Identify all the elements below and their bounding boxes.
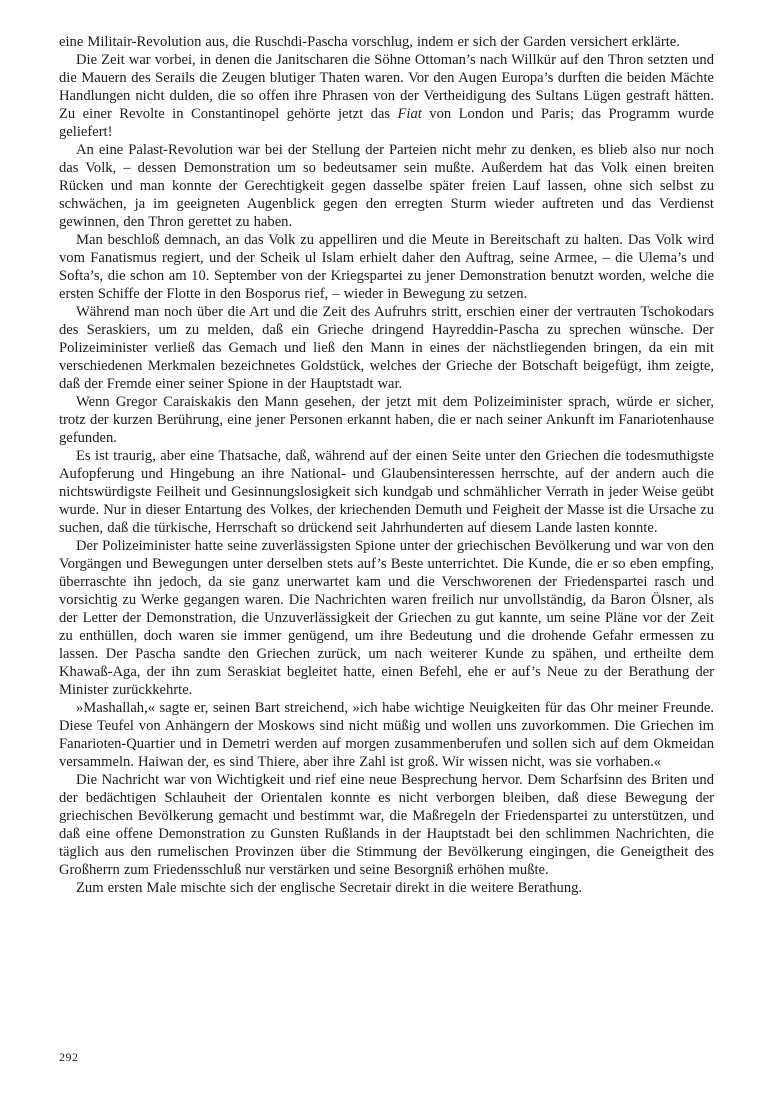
paragraph [59, 303, 714, 393]
paragraph [59, 879, 714, 897]
paragraph [59, 231, 714, 303]
body-text [59, 33, 714, 897]
text-run: An eine Palast-Revolution war bei der Stellung der Parteien nicht mehr zu denken, es blieb also nur noch das Volk, – dessen Demonstration um so bedeutsamer sein mußte. Außerdem hat das Volk einen breiten Rücken und man konnte der Gerechtigkeit gegen dasselbe später freien Lauf lassen, ohne sich selbst zu schwächen, ja im geeigneten Augenblick gegen den erregten Sturm wieder auftreten und das Verdienst gewinnen, den Thron gerettet zu haben. [59, 142, 714, 230]
paragraph [59, 537, 714, 699]
paragraph [59, 699, 714, 771]
paragraph [59, 51, 714, 141]
paragraph [59, 393, 714, 447]
text-run: Wenn Gregor Caraiskakis den Mann gesehen, der jetzt mit dem Polizeiminister sprach, würde er sicher, trotz der kurzen Berührung, eine jener Personen erkannt haben, die er nach seiner Ankunft im Fanariotenhause gefunden. [59, 394, 714, 446]
text-run: Man beschloß demnach, an das Volk zu appelliren und die Meute in Bereitschaft zu halten. Das Volk wird vom Fanatismus regiert, und der Scheik ul Islam erhielt daher den Auftrag, seine Armee, – die Ulema’s und Softa’s, die schon am 10. September von der Kriegspartei zu jener Demonstration benutzt worden, welche die ersten Schiffe der Flotte in den Bosporus rief, – wieder in Bewegung zu setzen. [59, 232, 714, 302]
text-run: eine Militair-Revolution aus, die Ruschdi-Pascha vorschlug, indem er sich der Garden versichert erklärte. [59, 34, 680, 50]
text-run: Zum ersten Male mischte sich der englische Secretair direkt in die weitere Berathung. [76, 880, 583, 896]
page-number: 292 [59, 1050, 79, 1064]
italic-text-run: Fiat [397, 106, 422, 122]
paragraph [59, 141, 714, 231]
text-run: von London und Paris; das Programm wurde geliefert! [59, 106, 714, 140]
text-run: Der Polizeiminister hatte seine zuverlässigsten Spione unter der griechischen Bevölkerung und war von den Vorgängen und Bewegungen unter derselben stets auf’s Beste unterrichtet. Die Kunde, die er so eben empfing, überraschte ihn jedoch, da sie ganz unerwartet kam und die Verschworenen der Friedenspartei rasch und vorsichtig zu Werke gegangen waren. Die Nachrichten waren freilich nur unvollständig, da Baron Ölsner, als der Letter der Demonstration, die Unzuverlässigkeit der Griechen zu gut kannte, um seine Pläne vor der Zeit zu enthüllen, doch waren sie immer genügend, um ihre Bedeutung und die drohende Gefahr ermessen zu lassen. Der Pascha sandte den Griechen zurück, um nach weiterer Kunde zu spähen, und ertheilte dem Khawaß-Aga, der ihn zum Seraskiat begleitet hatte, einen Befehl, ehe er auf’s Neue zu der Berathung der Minister zurückkehrte. [59, 538, 714, 698]
paragraph [59, 33, 714, 51]
text-run: Die Zeit war vorbei, in denen die Janitscharen die Söhne Ottoman’s nach Willkür auf den Thron setzten und die Mauern des Serails die Zeugen blutiger Thaten waren. Vor den Augen Europa’s durften die beiden Mächte Handlungen nicht dulden, die so offen ihre Phrasen von der Vertheidigung des Sultans Lügen gestraft hätten. Zu einer Revolte in Constantinopel gehörte jetzt das [59, 52, 714, 122]
paragraph [59, 447, 714, 537]
text-run: Die Nachricht war von Wichtigkeit und rief eine neue Besprechung hervor. Dem Scharfsinn des Briten und der bedächtigen Schlauheit der Orientalen konnte es nicht verborgen bleiben, daß diese Bewegung der griechischen Bevölkerung gemacht und bestimmt war, die Maßregeln der Friedenspartei zu unterstützen, und daß eine offene Demonstration zu Gunsten Rußlands in der Hauptstadt bei den schlimmen Nachrichten, die täglich aus den rumelischen Provinzen über die Stimmung der Bevölkerung eingingen, die Geneigtheit des Großherrn zum Friedensschluß nur verstärken und seine Besorgniß erhöhen mußte. [59, 772, 714, 878]
text-run: Während man noch über die Art und die Zeit des Aufruhrs stritt, erschien einer der vertrauten Tschokodars des Seraskiers, um zu melden, daß ein Grieche dringend Hayreddin-Pascha zu sprechen wünsche. Der Polizeiminister verließ das Gemach und ließ den Mann in eines der nächstliegenden bringen, da ein mit verschiedenen Merkmalen bezeichnetes Goldstück, welches der Grieche der Botschaft beigefügt, ihm zeigte, daß der Fremde einer seiner Spione in der Hauptstadt war. [59, 304, 714, 392]
text-run: Es ist traurig, aber eine Thatsache, daß, während auf der einen Seite unter den Griechen die todesmuthigste Aufopferung und Hingebung an ihre National- und Glaubensinteressen herrschte, auf der andern auch die nichtswürdigste Feilheit und Gesinnungslosigkeit sich kundgab und schmählicher Verrath in jeder Weise geübt wurde. Nur in dieser Entartung des Volkes, der kriechenden Demuth und Feigheit der Masse ist die Ursache zu suchen, daß die türkische, Herrschaft so drückend seit Jahrhunderten auf diesem Lande lasten konnte. [59, 448, 714, 536]
paragraph [59, 771, 714, 879]
text-run: »Mashallah,« sagte er, seinen Bart streichend, »ich habe wichtige Neuigkeiten für das Ohr meiner Freunde. Diese Teufel von Anhängern der Moskows sind nicht müßig und wollen uns zuvorkommen. Die Griechen im Fanarioten-Quartier und in Demetri werden auf morgen zusammenberufen und sollen sich auf dem Okmeidan versammeln. Haiwan der, es sind Thiere, aber ihre Zahl ist groß. Wir wissen nicht, was sie vorhaben.« [59, 700, 714, 770]
